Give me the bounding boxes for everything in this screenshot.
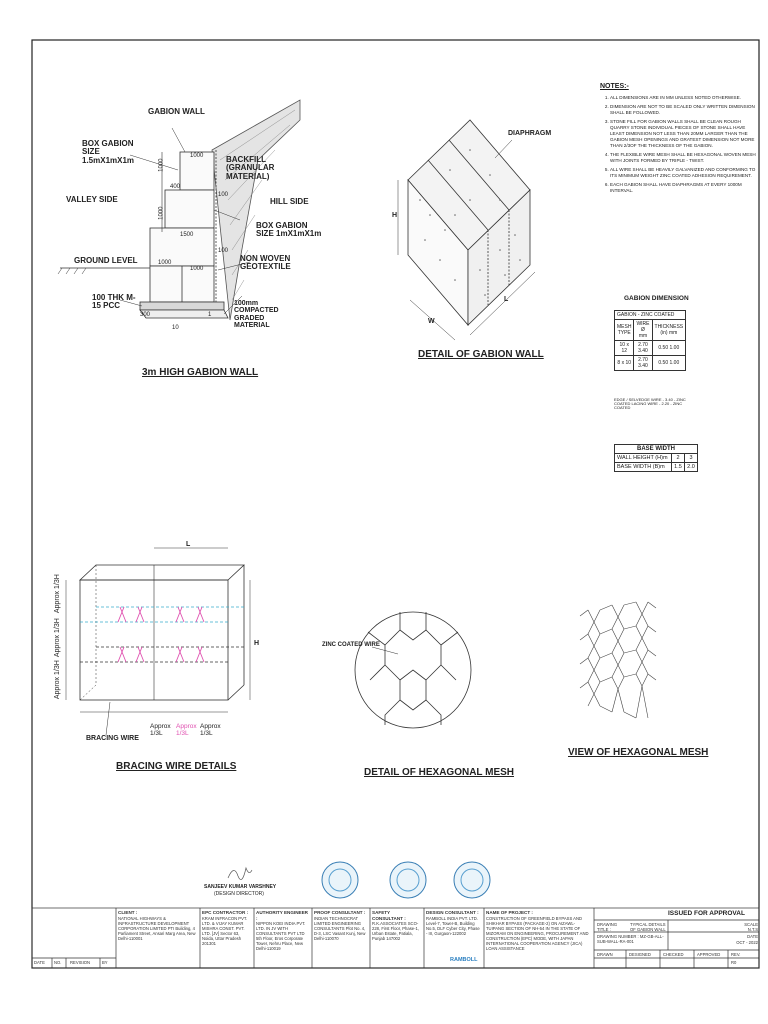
label-approx-l-3: Approx 1/3L: [200, 723, 221, 737]
tb-project: [486, 910, 592, 966]
tb-epc: [202, 910, 252, 966]
note-item: 1. ALL DIMENSIONS ARE IN MM UNLESS NOTED OTHERWISE.: [610, 95, 760, 101]
title-hex-detail: DETAIL OF HEXAGONAL MESH: [364, 767, 515, 778]
notes-block: [600, 82, 760, 197]
signature-name: SANJEEV KUMAR VARSHNEY: [204, 884, 277, 890]
note-item: 5. ALL WIRE SHALL BE HEAVILY GALVANIZED AND CONFORMING TO ITS MINIMUM WEIGHT ZINC COATED ADHESION REQUIREMENT.: [610, 167, 760, 179]
label-pcc: 100 THK M-15 PCC: [92, 293, 136, 311]
gd-cell: 0.50 1.00: [652, 341, 686, 356]
tb-auth-head: AUTHORITY ENGINEER :: [256, 910, 308, 921]
dim-1000-c: 1000: [158, 206, 165, 220]
tb-drawing-no: DRAWING NUMBER : MZ-GB-ALL-SUB-WALL-RA-001: [597, 934, 664, 945]
tb-approved: APPROVED: [697, 952, 721, 957]
dim-1000-b: 1000: [158, 158, 165, 172]
tb-project-head: NAME OF PROJECT :: [486, 910, 533, 915]
bw-cell: 2.0: [684, 463, 697, 472]
tb-epc-text: KRAM INFRACON PVT. LTD. & VIJAY KUMAR MISHRA CONST. PVT. LTD. [JV] Sector 63, Noida, Uttar Pradesh 201301: [202, 915, 248, 946]
bw-cell: 2: [672, 454, 685, 463]
title-hex-view: VIEW OF HEXAGONAL MESH: [568, 747, 709, 758]
base-width-table: [614, 444, 698, 472]
ramboll-logo: RAMBOLL: [450, 957, 478, 963]
tb-rev: R0: [731, 960, 737, 965]
tb-rev-col: NO.: [54, 960, 62, 965]
gd-cell: 2.70 3.40: [634, 356, 652, 371]
tb-rev-head: REV.: [731, 952, 741, 957]
gabion-dimension-title: GABION DIMENSION: [624, 295, 689, 302]
bw-cell: WALL HEIGHT (H)m: [615, 454, 672, 463]
tb-design-text: RAMBOLL INDIA PVT. LTD. Level-7, Tower-B, Building No.5, DLF Cyber City, Phase - III, Gurgaon-122002: [426, 915, 480, 936]
tb-design: [426, 910, 482, 956]
gd-cell: 2.70 3.40: [634, 341, 652, 356]
tb-scale: N.T.S: [747, 927, 758, 932]
dim-100-b: 100: [218, 248, 229, 254]
gd-cell: 8 x 10: [615, 356, 634, 371]
gd-cell: 0.50 1.00: [652, 356, 686, 371]
tb-design-head: DESIGN CONSULTANT :: [426, 910, 479, 915]
tb-rev-col: BY: [102, 960, 108, 965]
label-diaphragm: DIAPHRAGM: [508, 130, 552, 137]
signature-mark: [228, 868, 252, 880]
gd-col-header: MESH TYPE: [615, 320, 634, 341]
dim-10: 10: [172, 325, 179, 331]
tb-proof-text: INDIAN TECHNOCRAT LIMITED ENGINEERING CONSULTANTS Plot No. 4, D-3, LSC Vasant Kunj, New Delhi-110070: [314, 915, 366, 941]
note-item: 3. STONE FILL FOR GABION WALLS SHALL BE CLEAN ROUGH QUARRY STONE INDIVIDUAL PIECES OF STONE SHALL HAVE LEAST DIMENSION NOT LESS THAN 20MM LARGER THAN THE GABION MESH OPENINGS AND GRATEST DIMENSION NOT MORE THAN 2/3OF THE THICKNESS OF THE GABION.: [610, 119, 760, 149]
tb-proof: [314, 910, 368, 966]
note-item: 2. DIMENSION ARE NOT TO BE SCALED ONLY WRITTEN DIMENSION SHALL BE FOLLOWED.: [610, 104, 760, 116]
tb-auth-text: NIPPON KOEI INDIA PVT. LTD. IN JV WITH CONSULTANTS PVT LTD 5th Floor, Eros Corporate Tower, Nehru Place, New Delhi-110019: [256, 921, 306, 952]
hex-mesh-detail: [355, 612, 471, 728]
dim-300: 300: [140, 312, 151, 318]
tb-epc-head: EPC CONTRACTOR :: [202, 910, 249, 915]
label-w-iso: W: [428, 318, 435, 325]
label-valley-side: VALLEY SIDE: [66, 195, 118, 204]
gabion-dimension-table: [614, 310, 686, 371]
gd-top-header: GABION - ZINC COATED: [615, 311, 686, 320]
tb-rev-col: DATE: [34, 960, 45, 965]
label-l-bracing: L: [186, 541, 191, 548]
dim-1500: 1500: [180, 232, 194, 238]
gabion-isometric: [398, 120, 535, 340]
label-ground-level: GROUND LEVEL: [74, 256, 138, 265]
signature-role: (DESIGN DIRECTOR): [214, 891, 264, 897]
note-item: 4. THE FLEXIBLE WIRE MESH SHALL BE HEXAGONAL WOVEN MESH WITH JOINTS FORMED BY TRIPLE - TWIST.: [610, 152, 760, 164]
tb-client: [118, 910, 198, 956]
label-gabion-wall: GABION WALL: [148, 107, 205, 116]
title-detail-gabion: DETAIL OF GABION WALL: [418, 349, 544, 360]
label-zinc-coated: ZINC COATED WIRE: [322, 642, 380, 648]
bw-cell: 3: [684, 454, 697, 463]
tb-client-head: CLIENT :: [118, 910, 138, 915]
tb-client-text: NATIONAL HIGHWAYS & INFRASTRUCTURE DEVELOPMENT CORPORATION LIMITED PTI Building, 4 Parliament Street, Ansari Marg Area, New Delhi-110001: [118, 915, 196, 941]
tb-rev-col: REVISION: [70, 960, 91, 965]
notes-heading: NOTES:-: [600, 83, 629, 90]
dim-1000-a: 1000: [190, 153, 204, 159]
label-approx-l-2: Approx 1/3L: [176, 723, 197, 737]
label-approx-h-2: Approx 1/3H: [53, 618, 61, 658]
title-gabion-wall: 3m HIGH GABION WALL: [142, 367, 259, 378]
dim-1000-d: 1000: [158, 260, 172, 266]
label-l-iso: L: [504, 296, 509, 303]
label-backfill: BACKFILL (GRANULAR MATERIAL): [226, 155, 275, 181]
label-bracing-wire: BRACING WIRE: [86, 735, 139, 742]
tb-date: OCT - 2022: [736, 940, 758, 945]
bw-cell: 1.5: [672, 463, 685, 472]
label-approx-l-1: Approx 1/3L: [150, 723, 171, 737]
tb-checked: CHECKED: [663, 952, 684, 957]
tb-designed: DESIGNED: [629, 952, 651, 957]
gd-cell: 10 x 12: [615, 341, 634, 356]
dim-100-a: 100: [218, 192, 229, 198]
title-bracing: BRACING WIRE DETAILS: [116, 761, 237, 772]
gd-col-header: WIRE Ø mm: [634, 320, 652, 341]
bw-cell: BASE WIDTH (B)m: [615, 463, 672, 472]
tb-safety-head: SAFETY CONSULTANT :: [372, 910, 406, 921]
label-h-iso: H: [392, 212, 398, 219]
dim-400: 400: [170, 184, 181, 190]
tb-drawn: DRAWN: [597, 952, 613, 957]
notes-list: [600, 95, 760, 194]
tb-scale-head: SCALE: [744, 922, 758, 927]
label-approx-h-3: Approx 1/3H: [53, 660, 61, 700]
tb-proof-head: PROOF CONSULTANT :: [314, 910, 366, 915]
label-compacted: 100mm COMPACTED GRADED MATERIAL: [234, 300, 279, 330]
gabion-dimension-footnote: EDGE / SELVEDGE WIRE - 3.40 - ZINC COATED LACING WIRE - 2.20 - ZINC COATED: [614, 397, 686, 411]
dim-1000-e: 1000: [190, 266, 204, 272]
tb-safety-text: R.K.ASSOCIATES SCO-228, First Floor, Phase-1, Urban Estate, Patiala, Punjab 147002: [372, 921, 420, 942]
label-box-size-1: BOX GABION SIZE 1.5mX1mX1m: [82, 139, 135, 165]
base-width-title: BASE WIDTH: [615, 445, 698, 454]
logo-seals: [322, 862, 490, 898]
tb-drawing-title: TYPICAL DETAILS OF GABION WALL: [630, 922, 666, 933]
hex-mesh-view: [580, 602, 656, 718]
tb-drawing-title-head: DRAWING TITLE :: [597, 922, 618, 933]
note-item: 6. EACH GABION SHALL HAVE DIAPHRAGMS AT EVERY 1000M INTERVAL.: [610, 182, 760, 194]
bracing-wire-box: [66, 548, 250, 735]
label-h-bracing: H: [254, 640, 260, 647]
tb-date-head: DATE: [747, 934, 758, 939]
label-approx-h-1: Approx 1/3H: [53, 574, 61, 614]
tb-safety: [372, 910, 422, 966]
gd-col-header: THICKNESS (in) mm: [652, 320, 686, 341]
label-hill-side: HILL SIDE: [270, 197, 309, 206]
issued-for-approval: ISSUED FOR APPROVAL: [668, 910, 745, 917]
tb-project-text: CONSTRUCTION OF GREENFIELD BYPASS AND SHIKHAR BYPASS (PACKAGE-2) ON AIZAWL-TUIPANG SECTION OF NH-54 IN THE STATE OF MIZORAM ON ENGINEERING, PROCUREMENT AND CONSTRUCTION (EPC) MODE, WITH JAPAN INTERNATIONAL COOPERATION AGENCY (JICA) LOAN ASSISTANCE: [486, 915, 589, 951]
dim-1: 1: [208, 312, 212, 318]
tb-authority: [256, 910, 310, 966]
gabion-wall-section: [58, 100, 300, 320]
label-box-size-2: BOX GABION SIZE 1mX1mX1m: [256, 221, 322, 239]
label-geotextile: NON WOVEN GEOTEXTILE: [240, 254, 291, 272]
